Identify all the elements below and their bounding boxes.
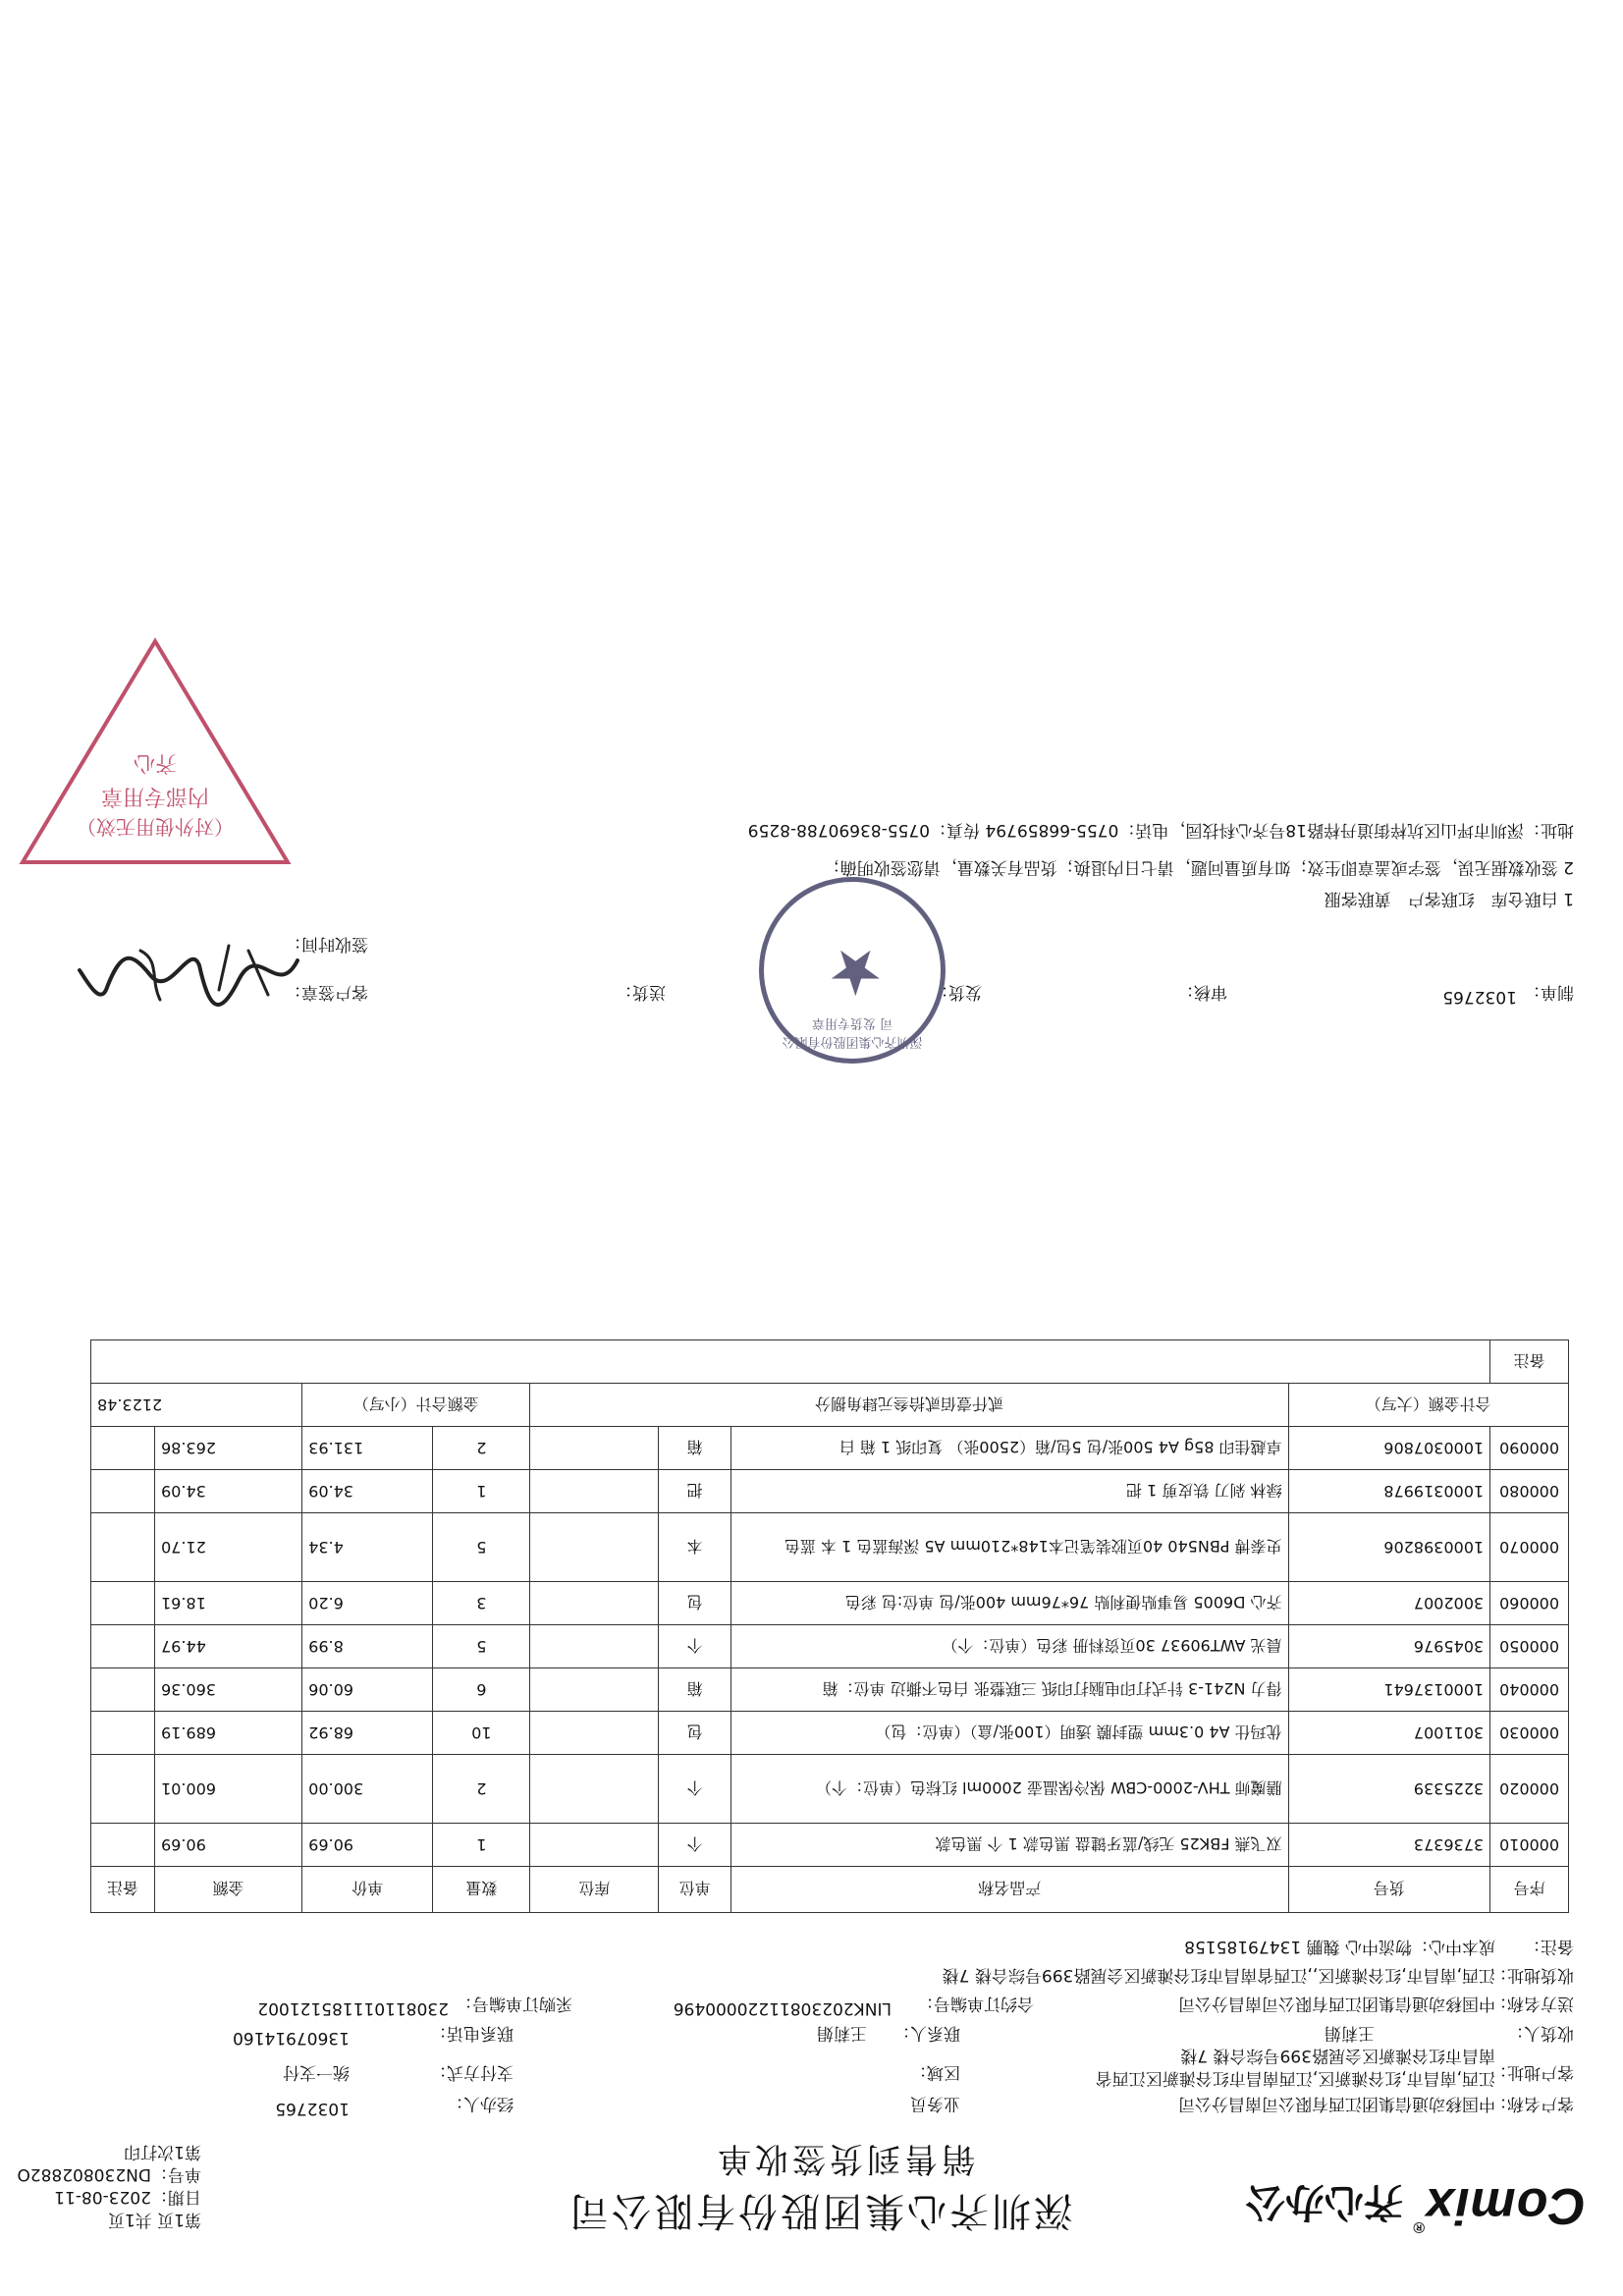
cell-code: 3045976 [1288,1625,1490,1668]
table-row [91,1712,1569,1755]
cell-remark [91,1582,155,1625]
auditor-label: 审核： [1177,982,1227,1002]
cell-price: 4.34 [302,1513,433,1582]
total-upper-label: 合计金额（大写） [1288,1384,1568,1427]
seal-text: 深圳齐心集团股份有限公司 发货专用章 [782,1015,923,1049]
col-amount: 金额 [155,1867,302,1913]
cell-location [530,1470,659,1513]
cell-amount: 360.36 [155,1668,302,1712]
stamp-text-line1: 齐心 [134,750,178,775]
cell-location [530,1513,659,1582]
cell-no: 000030 [1490,1712,1569,1755]
customer-name: 中国移动通信集团江西有限公司南昌分公司 [1178,2094,1495,2113]
cell-qty: 2 [433,1755,530,1824]
payment: 统一支付 [283,2062,350,2082]
delivery-addr-label: 收货地址： [1490,1965,1574,1985]
internal-stamp [13,632,298,882]
cell-code: 3225339 [1288,1755,1490,1824]
document-title: 销售到货签收单 [714,2139,975,2178]
po-label: 采购订单编号： [456,1994,572,2013]
cell-no: 000040 [1490,1668,1569,1712]
cell-unit: 包 [659,1712,730,1755]
cell-location [530,1427,659,1470]
seal-star-icon: ★ [827,935,884,1008]
cell-name: 双飞燕 FBK25 无线/蓝牙键盘 黑色款 1 个 黑色款 [730,1824,1288,1867]
cell-price: 6.20 [302,1582,433,1625]
table-row [91,1582,1569,1625]
receiver: 王莉娟 [1325,2023,1375,2043]
cell-unit: 箱 [659,1427,730,1470]
handler: 1032765 [275,2099,350,2118]
customer-name-label: 客户名称： [1490,2094,1574,2113]
cell-qty: 6 [433,1668,530,1712]
table-row [91,1470,1569,1513]
cell-location [530,1582,659,1625]
cell-name: 得力 N241-3 针式打印电脑打印纸 三联整张 白色不撕边 单位：箱 [730,1668,1288,1712]
col-code: 货号 [1288,1867,1490,1913]
cell-amount: 44.97 [155,1625,302,1668]
sender-label: 发货： [932,982,982,1002]
print-count: 第1次打印 [124,2142,201,2161]
contract-number: LINK20230811220000496 [673,1998,892,2018]
contact-label: 联系人： [893,2023,960,2043]
handwritten-signature [72,931,307,1019]
cell-code: 3736373 [1288,1824,1490,1867]
cell-price: 8.99 [302,1625,433,1668]
cell-name: 晨光 AWT90937 30页资料册 彩色（单位：个） [730,1625,1288,1668]
po-number: 230811011185121002 [257,1998,449,2018]
col-price: 单价 [302,1867,433,1913]
cell-code: 1000319978 [1288,1470,1490,1513]
receiver-label: 收货人： [1507,2023,1574,2043]
col-name: 产品名称 [730,1867,1288,1913]
cell-name: 齐心 D6005 易事贴便利贴 76*76mm 400张/包 单位:包 彩色 [730,1582,1288,1625]
maker-label: 制单： [1524,982,1574,1002]
cell-code: 3002007 [1288,1582,1490,1625]
stamp-text-line3: （对外使用无效） [77,815,234,839]
cell-remark [91,1513,155,1582]
note-copies: 1 白联仓库 红联客户 黄联客服 [1324,889,1574,908]
cell-price: 90.69 [302,1824,433,1867]
cell-unit: 本 [659,1513,730,1582]
cell-unit: 把 [659,1470,730,1513]
cell-code: 1000398206 [1288,1513,1490,1582]
cell-no: 000060 [1490,1582,1569,1625]
cell-unit: 个 [659,1824,730,1867]
remark-label: 备注： [1524,1937,1574,1956]
cell-remark [91,1712,155,1755]
cell-location [530,1824,659,1867]
customer-addr-line2: 南昌市红谷滩新区会展路399号综合楼 7楼 [1180,2046,1495,2065]
maker: 1032765 [1442,987,1517,1007]
cell-no: 000020 [1490,1755,1569,1824]
company-name: 深圳齐心集团股份有限公司 [567,2188,1073,2233]
ship-to-label: 送方名称： [1490,1994,1574,2013]
company-address: 地址：深圳市坪山区坑梓街道丹梓路18号齐心科技园，电话：0755-66859794 传真：0755-83690788-8259 [747,820,1574,840]
table-row [91,1755,1569,1824]
cell-qty: 1 [433,1470,530,1513]
cell-remark [91,1427,155,1470]
table-row [91,1427,1569,1470]
cell-name: 卓越佳印 85g A4 500张/包 5包/箱（2500张） 复印纸 1 箱 白 [730,1427,1288,1470]
col-remark: 备注 [91,1867,155,1913]
doc-date: 日期：2023-08-11 [54,2187,201,2207]
cell-unit: 个 [659,1625,730,1668]
delivery-addr: 江西,南昌市,红谷滩新区,,江西省南昌市红谷滩新区会展路399号综合楼 7楼 [942,1965,1495,1985]
cell-location [530,1755,659,1824]
cell-remark [91,1470,155,1513]
cell-amount: 263.86 [155,1427,302,1470]
contract-label: 合约订单编号： [917,1994,1034,2013]
payment-label: 支付方式： [430,2062,514,2082]
cell-location [530,1712,659,1755]
sign-time-label: 签收时间： [285,934,368,954]
logo-brand-cn: 齐心办公 [1245,2180,1403,2223]
items-table [90,1339,1569,1913]
cell-remark [91,1824,155,1867]
cell-name: 绿林 剁刀 铁皮剪 1 把 [730,1470,1288,1513]
cell-qty: 5 [433,1513,530,1582]
phone: 13607914160 [233,2028,350,2048]
table-row [91,1513,1569,1582]
cell-no: 000070 [1490,1513,1569,1582]
company-logo: Comix® 齐心办公 [1245,2177,1586,2235]
cell-unit: 个 [659,1755,730,1824]
total-lower-value: 2123.48 [91,1384,302,1427]
cell-remark [91,1668,155,1712]
ship-to: 中国移动通信集团江西有限公司南昌分公司 [1178,1994,1495,2013]
table-remark-value [91,1340,1490,1384]
col-qty: 数量 [433,1867,530,1913]
table-row [91,1824,1569,1867]
cell-no: 000090 [1490,1427,1569,1470]
cell-amount: 600.01 [155,1755,302,1824]
doc-number: 单号：DN230802882O [17,2164,201,2184]
region-label: 区域： [910,2062,960,2082]
cell-location [530,1625,659,1668]
customer-addr-line1: 江西,南昌市,红谷滩新区,江西南昌市红谷滩新区江西省 [1095,2068,1495,2088]
table-row [91,1668,1569,1712]
cell-qty: 1 [433,1824,530,1867]
contact: 王莉娟 [817,2023,867,2043]
cell-amount: 689.19 [155,1712,302,1755]
page-info: 第1页 共1页 [107,2210,201,2229]
total-lower-label: 金额合计（小写） [302,1384,530,1427]
cell-location [530,1668,659,1712]
company-seal [759,877,946,1064]
salesman-label: 业务员 [910,2094,960,2113]
cell-no: 000080 [1490,1470,1569,1513]
cell-unit: 包 [659,1582,730,1625]
table-remark-label: 备注 [1490,1340,1569,1384]
cell-no: 000050 [1490,1625,1569,1668]
cell-qty: 2 [433,1427,530,1470]
cell-price: 60.06 [302,1668,433,1712]
cell-price: 68.92 [302,1712,433,1755]
cell-amount: 90.69 [155,1824,302,1867]
cell-code: 1000307806 [1288,1427,1490,1470]
col-location: 库位 [530,1867,659,1913]
cell-name: 膳魔师 THV-2000-CBW 保冷保温壶 2000ml 红棕色（单位：个） [730,1755,1288,1824]
cell-unit: 箱 [659,1668,730,1712]
cell-amount: 34.09 [155,1470,302,1513]
cell-remark [91,1625,155,1668]
cell-qty: 5 [433,1625,530,1668]
cell-qty: 3 [433,1582,530,1625]
col-no: 序号 [1490,1867,1569,1913]
table-row [91,1625,1569,1668]
stamp-text-line2: 内部专用章 [101,784,210,808]
table-header-row [91,1867,1569,1913]
logo-brand: Comix [1425,2177,1586,2234]
cell-name: 史泰博 PBN540 40页胶装笔记本148*210mm A5 深海蓝色 1 本 蓝色 [730,1513,1288,1582]
cell-code: 3011007 [1288,1712,1490,1755]
cell-code: 1000137641 [1288,1668,1490,1712]
cell-name: 优玛仕 A4 0.3mm 塑封膜 透明（100张/盒）（单位：包） [730,1712,1288,1755]
customer-sign-label: 客户签章： [285,982,368,1002]
cell-price: 34.09 [302,1470,433,1513]
handler-label: 经办人： [447,2094,514,2113]
remark: 成本中心：物流中心 魏鹏 13479185158 [1184,1937,1495,1956]
phone-label: 联系电话： [430,2023,514,2043]
total-row [91,1384,1569,1427]
note-terms: 2 签收数据无误，签字或盖章即生效；如有质量问题，请七日内退换；货品有关数量，请您签收明确； [823,857,1574,877]
cell-no: 000010 [1490,1824,1569,1867]
deliverer-label: 送货： [616,982,666,1002]
total-upper-value: 贰仟壹佰贰拾叁元肆角捌分 [530,1384,1288,1427]
cell-amount: 18.61 [155,1582,302,1625]
cell-remark [91,1755,155,1824]
cell-qty: 10 [433,1712,530,1755]
cell-amount: 21.70 [155,1513,302,1582]
customer-addr-label: 客户地址： [1490,2062,1574,2082]
col-unit: 单位 [659,1867,730,1913]
cell-price: 131.93 [302,1427,433,1470]
table-remark-row [91,1340,1569,1384]
cell-price: 300.00 [302,1755,433,1824]
